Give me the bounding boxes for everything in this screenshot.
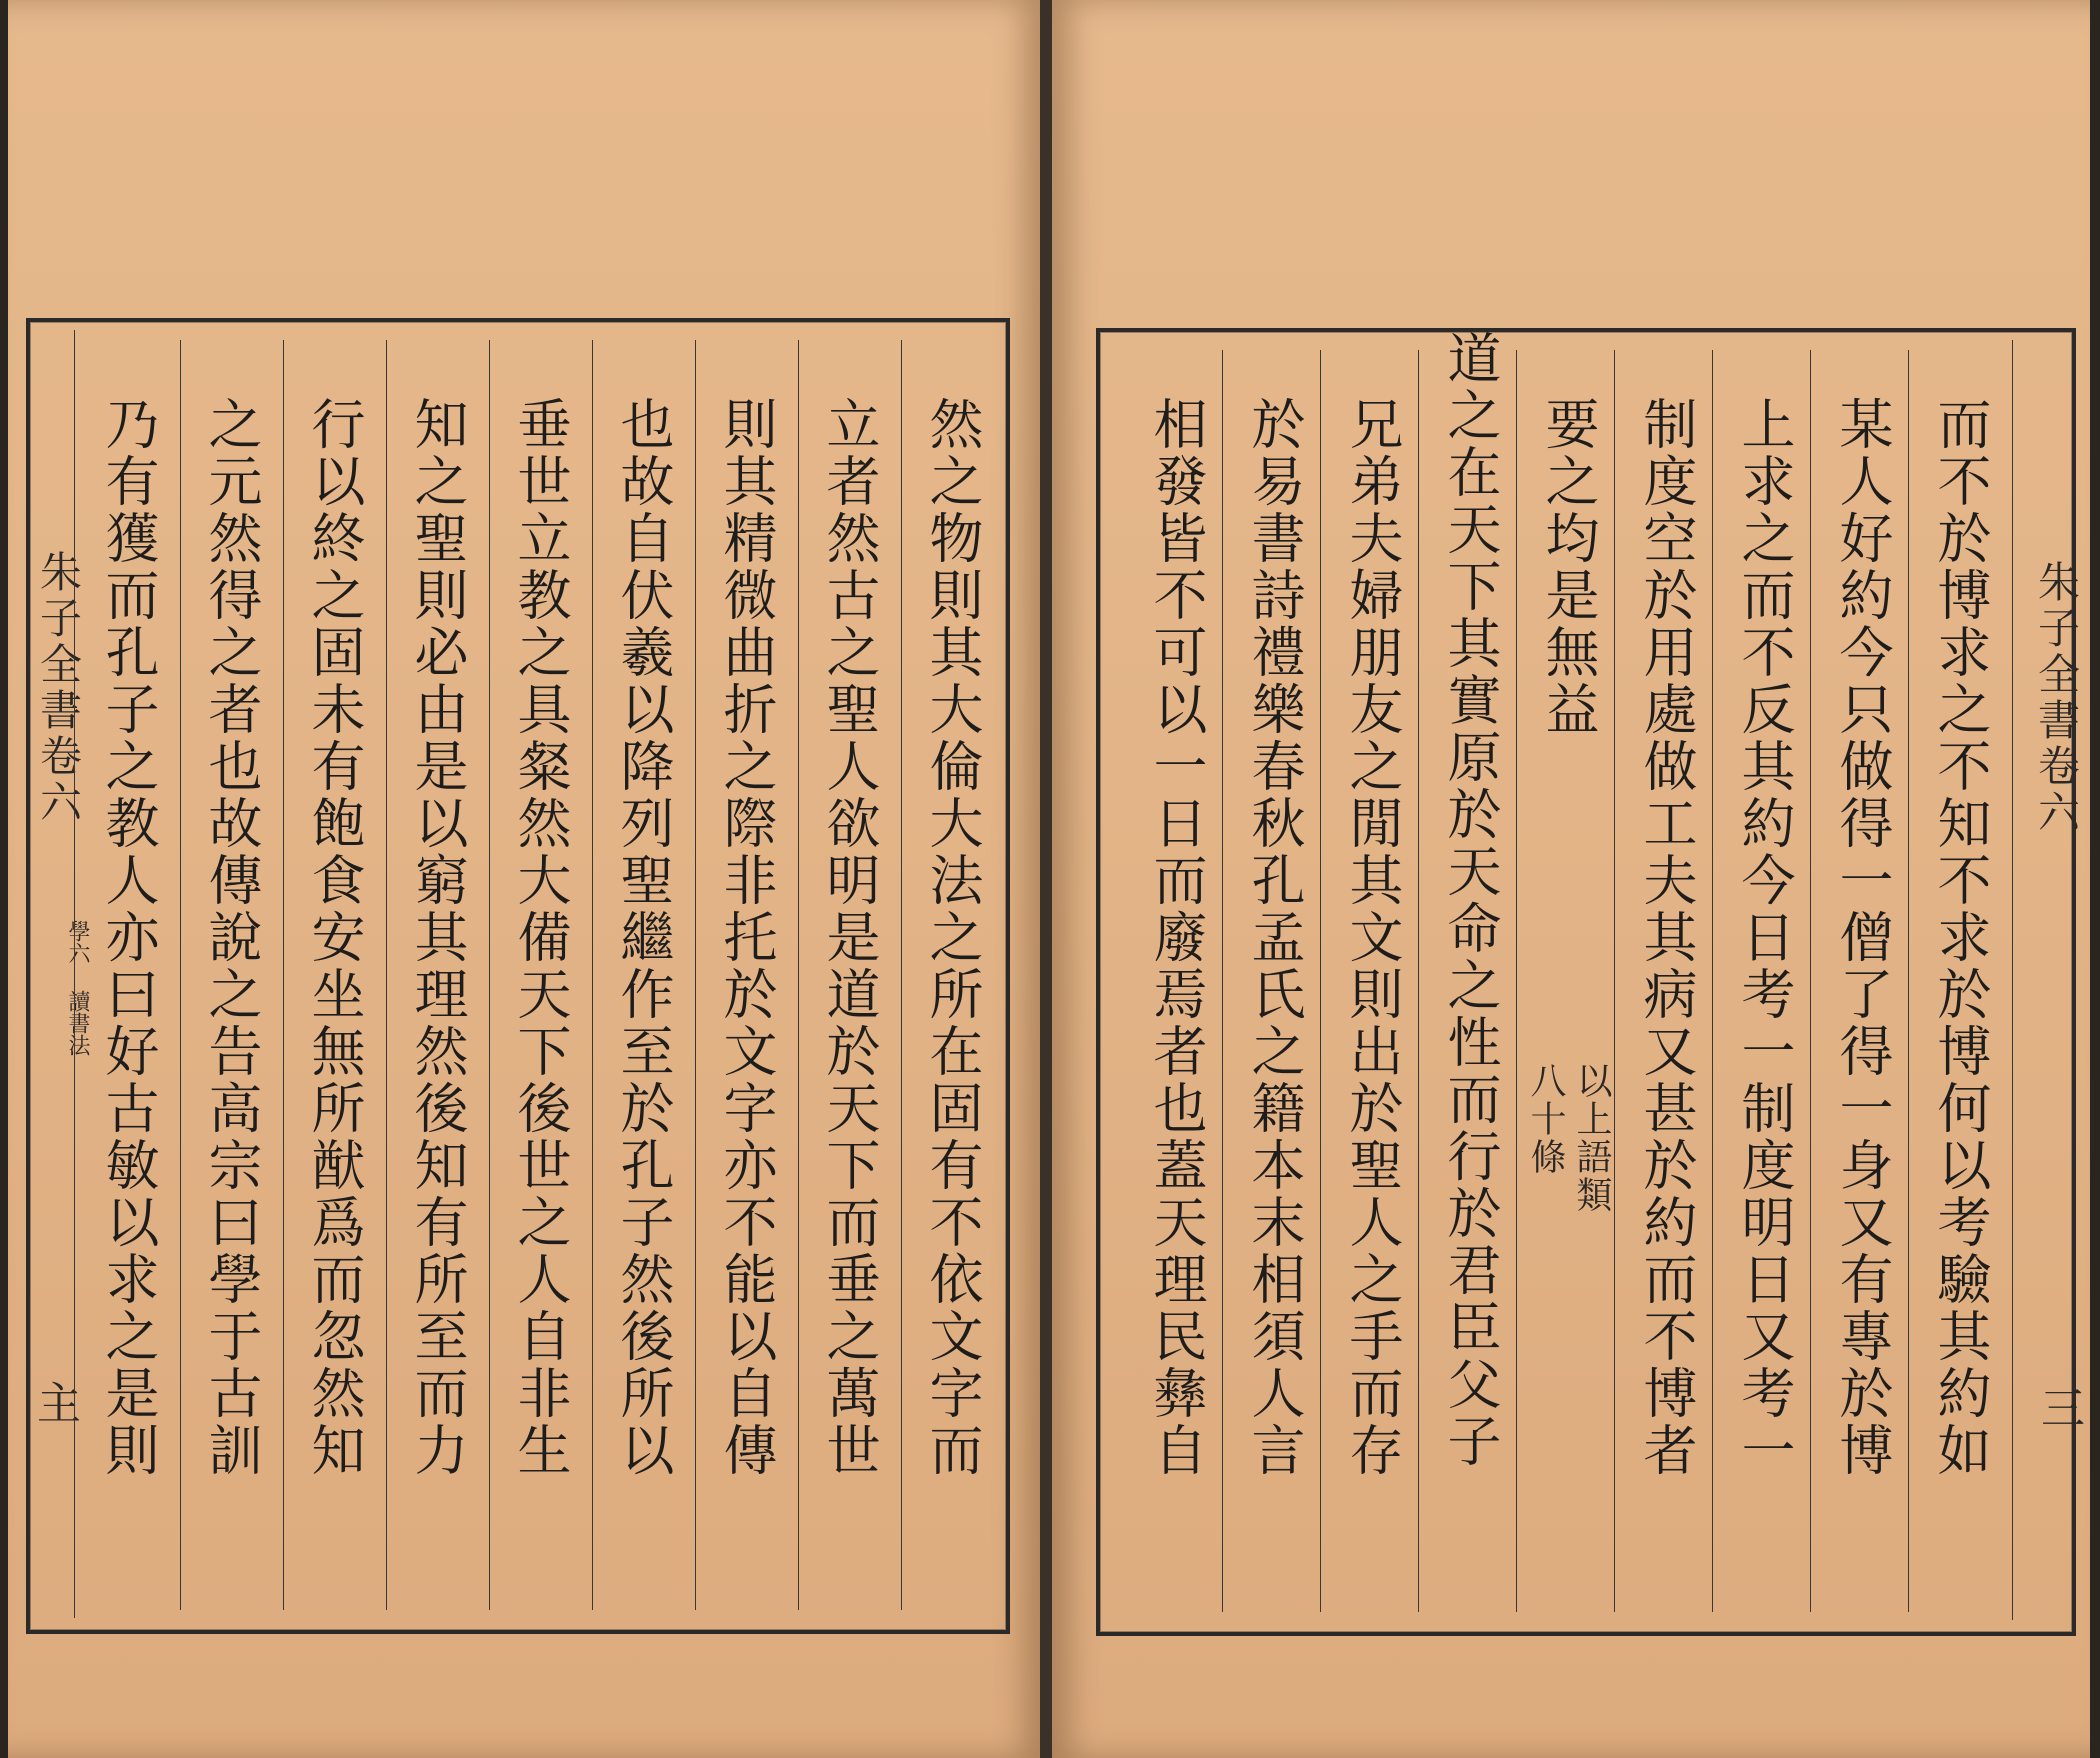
- text-column: 知之聖則必由是以窮其理然後知有所至而力: [406, 396, 469, 1479]
- grid-line: [695, 340, 696, 1610]
- right-margin-title: 朱子全書卷六: [2032, 560, 2081, 836]
- text-column: 也故自伏羲以降列聖繼作至於孔子然後所以: [612, 396, 675, 1479]
- grid-line: [180, 340, 181, 1610]
- grid-line: [489, 340, 490, 1610]
- text-column: 垂世立教之具粲然大備天下後世之人自非生: [509, 396, 572, 1479]
- right-margin-folio: 三: [2033, 1385, 2084, 1429]
- right-page: [1052, 0, 2100, 1758]
- left-margin-rule: [74, 330, 75, 1618]
- text-column: 要之均是無益: [1537, 396, 1600, 738]
- left-margin-folio: 主: [29, 1380, 80, 1424]
- left-page: [0, 0, 1042, 1758]
- grid-line: [901, 340, 902, 1610]
- text-column: 之元然得之者也故傳說之告高宗曰學于古訓: [200, 396, 263, 1479]
- right-page-edge: [2090, 0, 2100, 1758]
- text-column: 立者然古之聖人欲明是道於天下而垂之萬世: [818, 396, 881, 1479]
- text-column: 某人好約今只做得一僧了得一身又有專於博: [1831, 396, 1894, 1479]
- grid-line: [283, 340, 284, 1610]
- text-column: 則其精微曲折之際非托於文字亦不能以自傳: [715, 396, 778, 1479]
- note-column: 以上語類: [1571, 1062, 1612, 1214]
- text-column: 相發皆不可以一日而廢焉者也蓋天理民彝自: [1145, 396, 1208, 1479]
- text-column: 上求之而不反其約今日考一制度明日又考一: [1733, 396, 1796, 1479]
- left-margin-subsection: 讀書法: [65, 990, 90, 1056]
- text-column: 乃有獲而孔子之教人亦曰好古敏以求之是則: [97, 396, 160, 1479]
- note-column: 八十條: [1525, 1062, 1566, 1176]
- left-page-edge: [0, 0, 8, 1758]
- text-column: 制度空於用處做工夫其病又甚於約而不博者: [1635, 396, 1698, 1479]
- text-column: 道之在天下其實原於天命之性而行於君臣父子: [1439, 330, 1502, 1470]
- text-column: 於易書詩禮樂春秋孔孟氏之籍本末相須人言: [1243, 396, 1306, 1479]
- grid-line: [798, 340, 799, 1610]
- left-margin-section: 學六: [65, 920, 90, 964]
- left-margin-title: 朱子全書卷六: [34, 550, 83, 826]
- text-column: 而不於博求之不知不求於博何以考驗其約如: [1929, 396, 1992, 1479]
- grid-line: [592, 340, 593, 1610]
- text-column: 兄弟夫婦朋友之閒其文則出於聖人之手而存: [1341, 396, 1404, 1479]
- grid-line: [386, 340, 387, 1610]
- text-column: 然之物則其大倫大法之所在固有不依文字而: [921, 396, 984, 1479]
- text-column: 行以終之固未有飽食安坐無所猷爲而忽然知: [303, 396, 366, 1479]
- right-margin-rule: [2012, 340, 2013, 1620]
